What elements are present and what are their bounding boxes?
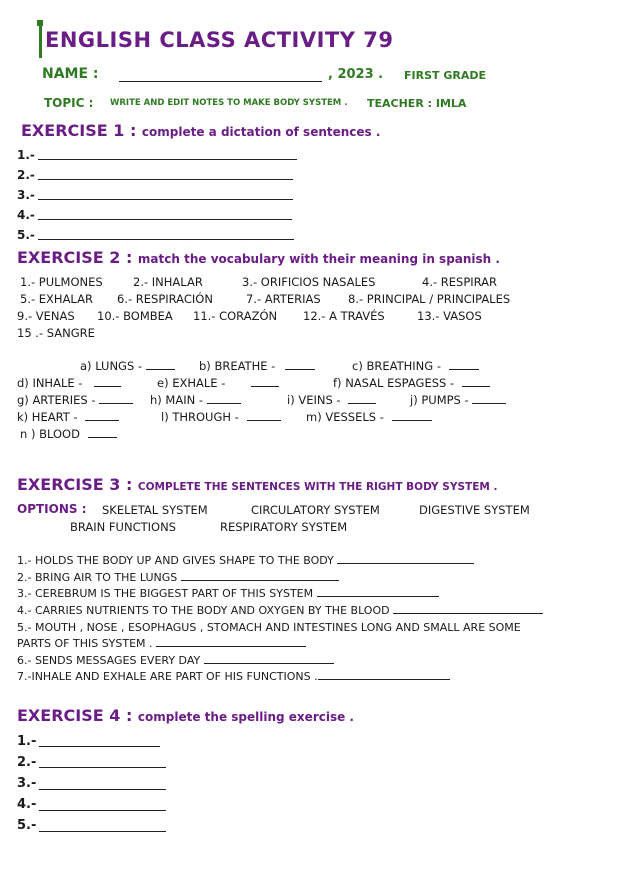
vocab-es-7: 7.- ARTERIAS <box>246 292 321 306</box>
ex1-blank-1[interactable] <box>38 159 297 160</box>
ex3-sentence-7-text: 7.-INHALE AND EXHALE ARE PART OF HIS FUNCTIONS . <box>17 670 318 683</box>
ex1-blank-5[interactable] <box>38 239 294 240</box>
vocab-en-j <box>410 393 506 407</box>
blank-f[interactable] <box>462 386 490 387</box>
vocab-es-10: 10.- BOMBEA <box>97 309 173 323</box>
blank-n[interactable] <box>88 437 117 438</box>
vocab-en-n-label: n ) BLOOD <box>20 427 80 441</box>
ex3-sentence-1 <box>17 554 474 567</box>
ex3-number: EXERCISE 3 : <box>17 475 133 494</box>
ex1-blank-2[interactable] <box>38 179 293 180</box>
vocab-en-a-label: a) LUNGS - <box>80 359 143 373</box>
option-digestive: DIGESTIVE SYSTEM <box>419 503 530 517</box>
ex1-number: EXERCISE 1 : <box>21 121 137 140</box>
blank-i[interactable] <box>348 403 376 404</box>
vocab-es-1: 1.- PULMONES <box>20 275 103 289</box>
blank-h[interactable] <box>207 403 241 404</box>
vocab-en-d <box>17 376 121 390</box>
blank-g[interactable] <box>99 403 133 404</box>
ex3-sentence-7 <box>17 670 450 683</box>
ex1-line-2: 2.- <box>17 168 35 182</box>
blank-m[interactable] <box>392 420 432 421</box>
blank-e[interactable] <box>251 386 279 387</box>
blank-c[interactable] <box>449 369 479 370</box>
ex3-sentence-6 <box>17 654 334 667</box>
vocab-es-8: 8.- PRINCIPAL / PRINCIPALES <box>348 292 511 306</box>
blank-k[interactable] <box>85 420 119 421</box>
ex3-blank-1[interactable] <box>337 563 474 564</box>
vocab-en-h-label: h) MAIN - <box>150 393 204 407</box>
vocab-en-g-label: g) ARTERIES - <box>17 393 96 407</box>
vocab-en-k-label: k) HEART - <box>17 410 78 424</box>
blank-l[interactable] <box>247 420 281 421</box>
vocab-es-11: 11.- CORAZÓN <box>193 309 278 323</box>
vocab-en-e <box>157 376 279 390</box>
vocab-en-m-label: m) VESSELS - <box>306 410 384 424</box>
vocab-en-b <box>199 359 315 373</box>
vocab-en-h <box>150 393 241 407</box>
ex4-heading <box>17 706 354 725</box>
vocab-es-15: 15 .- SANGRE <box>17 326 95 340</box>
vocab-en-m <box>306 410 432 424</box>
ex3-sentence-3 <box>17 587 439 600</box>
ex3-sentence-5b-text: PARTS OF THIS SYSTEM . <box>17 637 153 650</box>
option-skeletal: SKELETAL SYSTEM <box>102 503 208 517</box>
ex3-sentence-1-text: 1.- HOLDS THE BODY UP AND GIVES SHAPE TO THE BODY <box>17 554 334 567</box>
vocab-es-5: 5.- EXHALAR <box>20 292 93 306</box>
ex3-sentence-5b <box>17 637 306 650</box>
vocab-en-l-label: l) THROUGH - <box>161 410 239 424</box>
ex1-blank-4[interactable] <box>38 219 292 220</box>
ex2-heading <box>17 248 500 267</box>
ex1-line-4: 4.- <box>17 208 35 222</box>
ex3-sentence-6-text: 6.- SENDS MESSAGES EVERY DAY <box>17 654 201 667</box>
ex4-blank-1[interactable] <box>39 746 160 747</box>
option-respiratory: RESPIRATORY SYSTEM <box>220 520 348 534</box>
name-label: NAME : <box>42 66 99 82</box>
ex4-blank-3[interactable] <box>39 789 166 790</box>
ex1-instruction: complete a dictation of sentences . <box>141 125 381 139</box>
ex3-heading <box>17 475 497 494</box>
blank-j[interactable] <box>472 403 506 404</box>
ex3-blank-3[interactable] <box>317 596 439 597</box>
ex4-number: EXERCISE 4 : <box>17 706 133 725</box>
ex4-line-2: 2.- <box>17 755 37 770</box>
ex1-line-1: 1.- <box>17 148 35 162</box>
year-text: , 2023 . <box>328 67 384 82</box>
ex1-line-3: 3.- <box>17 188 35 202</box>
ex4-line-4: 4.- <box>17 797 37 812</box>
ex3-sentence-2 <box>17 571 339 584</box>
vocab-es-12: 12.- A TRAVÉS <box>303 309 385 323</box>
ex4-line-5: 5.- <box>17 818 37 833</box>
vocab-en-d-label: d) INHALE - <box>17 376 83 390</box>
blank-a[interactable] <box>146 369 175 370</box>
vocab-en-b-label: b) BREATHE - <box>199 359 276 373</box>
vocab-es-4: 4.- RESPIRAR <box>422 275 498 289</box>
vocab-en-i-label: i) VEINS - <box>287 393 341 407</box>
ex3-sentence-3-text: 3.- CEREBRUM IS THE BIGGEST PART OF THIS SYSTEM <box>17 587 314 600</box>
vocab-en-f <box>333 376 490 390</box>
vocab-en-c <box>352 359 479 373</box>
ex3-blank-4[interactable] <box>393 613 543 614</box>
vocab-en-j-label: j) PUMPS - <box>410 393 469 407</box>
vocab-en-e-label: e) EXHALE - <box>157 376 226 390</box>
ex2-number: EXERCISE 2 : <box>17 248 133 267</box>
topic-text: WRITE AND EDIT NOTES TO MAKE BODY SYSTEM . <box>110 98 348 108</box>
ex1-blank-3[interactable] <box>38 199 293 200</box>
vocab-en-c-label: c) BREATHING - <box>352 359 441 373</box>
vocab-en-k <box>17 410 119 424</box>
title-marker-bar <box>39 24 42 58</box>
ex1-heading <box>21 121 380 140</box>
vocab-en-i <box>287 393 376 407</box>
name-blank[interactable] <box>119 81 322 82</box>
ex4-line-1: 1.- <box>17 734 37 749</box>
ex3-sentence-4 <box>17 604 543 617</box>
vocab-es-9: 9.- VENAS <box>17 309 75 323</box>
ex2-instruction: match the vocabulary with their meaning in spanish . <box>137 252 500 266</box>
ex3-blank-5[interactable] <box>156 646 306 647</box>
ex4-blank-4[interactable] <box>39 810 166 811</box>
ex3-blank-2[interactable] <box>181 580 339 581</box>
option-brain: BRAIN FUNCTIONS <box>70 520 176 534</box>
topic-label: TOPIC : <box>44 96 94 110</box>
ex4-blank-5[interactable] <box>39 831 166 832</box>
blank-b[interactable] <box>285 369 315 370</box>
grade-text: FIRST GRADE <box>404 69 486 82</box>
ex3-sentence-4-text: 4.- CARRIES NUTRIENTS TO THE BODY AND OXYGEN BY THE BLOOD <box>17 604 390 617</box>
ex4-line-3: 3.- <box>17 776 37 791</box>
vocab-es-2: 2.- INHALAR <box>133 275 203 289</box>
vocab-en-n <box>20 427 117 441</box>
ex3-blank-6[interactable] <box>204 663 334 664</box>
vocab-en-f-label: f) NASAL ESPAGESS - <box>333 376 455 390</box>
vocab-es-6: 6.- RESPIRACIÓN <box>117 292 213 306</box>
ex4-blank-2[interactable] <box>39 767 166 768</box>
vocab-en-a <box>80 359 175 373</box>
page-title: ENGLISH CLASS ACTIVITY 79 <box>45 28 394 52</box>
vocab-en-g <box>17 393 133 407</box>
vocab-en-l <box>161 410 281 424</box>
options-label: OPTIONS : <box>17 502 87 516</box>
option-circulatory: CIRCULATORY SYSTEM <box>251 503 380 517</box>
vocab-es-13: 13.- VASOS <box>417 309 482 323</box>
blank-d[interactable] <box>94 386 121 387</box>
ex3-instruction: COMPLETE THE SENTENCES WITH THE RIGHT BODY SYSTEM . <box>137 481 498 493</box>
ex3-sentence-5: 5.- MOUTH , NOSE , ESOPHAGUS , STOMACH AND INTESTINES LONG AND SMALL ARE SOME <box>17 621 521 634</box>
ex3-blank-7[interactable] <box>318 679 450 680</box>
vocab-es-3: 3.- ORIFICIOS NASALES <box>242 275 376 289</box>
ex3-sentence-2-text: 2.- BRING AIR TO THE LUNGS <box>17 571 178 584</box>
ex4-instruction: complete the spelling exercise . <box>137 710 354 724</box>
ex1-line-5: 5.- <box>17 228 35 242</box>
teacher-label: TEACHER : IMLA <box>367 97 467 110</box>
